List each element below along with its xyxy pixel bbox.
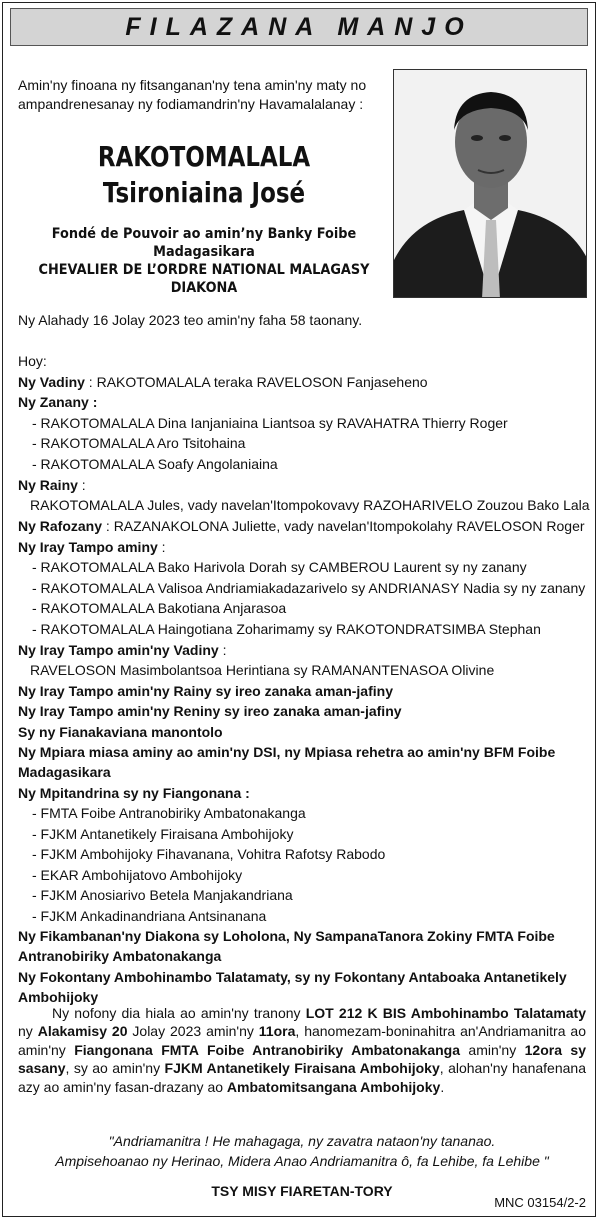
funeral-text: , sy ao amin'ny [65,1060,165,1077]
rainy-text: RAKOTOMALALA Jules, vady navelan'Itompokovavy RAZOHARIVELO Zouzou Bako Lala [30,497,590,513]
list-item: - FMTA Foibe Antranobiriky Ambatonakanga [32,805,306,821]
funeral-church: Fiangonana FMTA Foibe Antranobiriky Ambatonakanga [74,1041,460,1058]
reniny-tampo: Ny Iray Tampo amin'ny Reniny sy ireo zanaka aman-jafiny [18,703,402,719]
list-item: - RAKOTOMALALA Soafy Angolaniaina [32,456,278,472]
quote-line-2: Ampisehoanao ny Herinao, Midera Anao Andriamanitra ô, fa Lehibe, fa Lehibe " [55,1153,549,1169]
fokontany-line-1: Ny Fokontany Ambohinambo Talatamaty, sy ny Fokontany Antaboaka Antanetikely [18,969,567,985]
list-item: - RAKOTOMALALA Bako Harivola Dorah sy CAMBEROU Laurent sy ny zanany [32,559,527,575]
iray-tampo-colon: : [157,539,166,555]
list-item: - FJKM Ambohijoky Fihavanana, Vohitra Rafotsy Rabodo [32,846,386,862]
portrait-photo [393,69,587,298]
rainy-colon: : [77,477,86,493]
funeral-church: FJKM Antanetikely Firaisana Ambohijoky [164,1060,440,1077]
vadiny-tampo-text: RAVELOSON Masimbolantsoa Herintiana sy RAMANANTENASOA Olivine [30,662,495,678]
fokontany-line-2: Ambohijoky [18,989,99,1005]
mpiara-line-1: Ny Mpiara miasa aminy ao amin'ny DSI, ny Mpiasa rehetra ao amin'ny BFM Foibe [18,744,556,760]
header-banner [10,8,588,46]
mpitandrina-label: Ny Mpitandrina sy ny Fiangonana : [18,785,250,801]
list-item: - RAKOTOMALALA Valisoa Andriamiakadazarivelo sy ANDRIANASY Nadia sy ny zanany [32,580,586,596]
quote-line-1: "Andriamanitra ! He mahagaga, ny zavatra nataon'ny tananao. [108,1133,496,1149]
iray-tampo-label: Ny Iray Tampo aminy [18,539,158,555]
rafozany-text: : RAZANAKOLONA Juliette, vady navelan'Itompokolahy RAVELOSON Roger [102,518,585,534]
rainy-tampo: Ny Iray Tampo amin'ny Rainy sy ireo zanaka aman-jafiny [18,683,393,699]
iray-tampo-line [18,538,166,556]
funeral-text: Ny nofony dia hiala ao amin'ny tranony [52,1005,306,1021]
fikambanana-line-2: Antranobiriky Ambatonakanga [18,948,222,964]
list-item: - EKAR Ambohijatovo Ambohijoky [32,867,243,883]
mpiara-line-2: Madagasikara [18,764,111,780]
reference-code: MNC 03154/2-2 [494,1195,586,1210]
vadiny-tampo-colon: : [218,642,227,658]
rainy-label: Ny Rainy [18,477,78,493]
funeral-text: ny [18,1023,38,1040]
funeral-hour: 12ora sy sasany [18,1041,586,1077]
title-line-2: Madagasikara [153,244,255,260]
title-line-4: DIAKONA [170,280,238,296]
zanany-label: Ny Zanany : [18,394,98,410]
funeral-text: . [440,1078,445,1095]
funeral-details [18,1004,586,1096]
hoy-label: Hoy: [18,353,47,369]
list-item: - RAKOTOMALALA Bakotiana Anjarasoa [32,600,287,616]
list-item: - RAKOTOMALALA Aro Tsitohaina [32,435,246,451]
title-line-1: Fondé de Pouvoir ao amin’ny Banky Foibe [51,226,357,242]
funeral-text: amin'ny [460,1041,525,1058]
rainy-line [18,476,86,494]
vadiny-text: : RAKOTOMALALA teraka RAVELOSON Fanjaseheno [84,374,428,390]
rafozany-label: Ny Rafozany [18,518,103,534]
funeral-hour: 11ora [258,1023,296,1040]
vadiny-line [18,373,428,391]
funeral-text: , alohan'ny hanafenana azy ao amin'ny fasan-drazany ao [18,1060,586,1095]
list-item: - FJKM Anosiarivo Betela Manjakandriana [32,887,293,903]
funeral-text: Jolay 2023 amin'ny [127,1023,259,1040]
funeral-text: , hanomezam-boninahitra an'Andriamanitra ao amin'ny [18,1023,586,1058]
list-item: - FJKM Ankadinandriana Antsinanana [32,908,267,924]
burial-place: Ambatomitsangana Ambohijoky [226,1078,441,1095]
deceased-given-name: Tsironiaina José [102,176,306,209]
fikambanana-line-1: Ny Fikambanan'ny Diakona sy Loholona, Ny SampanaTanora Zokiny FMTA Foibe [18,928,555,944]
list-item: - FJKM Antanetikely Firaisana Ambohijoky [32,826,294,842]
intro-text: Amin'ny finoana ny fitsanganan'ny tena amin'ny maty no ampandrenesanay ny fodiamandrin'ny Havamalalanay : [18,77,367,112]
funeral-date: Alakamisy 20 [37,1023,128,1040]
death-notice: Ny Alahady 16 Jolay 2023 teo amin'ny faha 58 taonany. [18,312,363,328]
vadiny-label: Ny Vadiny [18,374,85,390]
title-line-3: CHEVALIER DE L’ORDRE NATIONAL MALAGASY [38,262,370,278]
deceased-surname: RAKOTOMALALA [97,140,311,173]
rafozany-line [18,517,585,535]
header-title: FILAZANA MANJO [125,13,473,41]
funeral-lot: LOT 212 K BIS Ambohinambo Talatamaty [305,1005,587,1021]
vadiny-tampo-line [18,641,226,659]
list-item: - RAKOTOMALALA Haingotiana Zoharimamy sy RAKOTONDRATSIMBA Stephan [32,621,541,637]
vadiny-tampo-label: Ny Iray Tampo amin'ny Vadiny [18,642,219,658]
tory-notice: TSY MISY FIARETAN-TORY [211,1183,393,1199]
list-item: - RAKOTOMALALA Dina Ianjaniaina Liantsoa sy RAVAHATRA Thierry Roger [32,415,508,431]
fianakaviana: Sy ny Fianakaviana manontolo [18,724,223,740]
